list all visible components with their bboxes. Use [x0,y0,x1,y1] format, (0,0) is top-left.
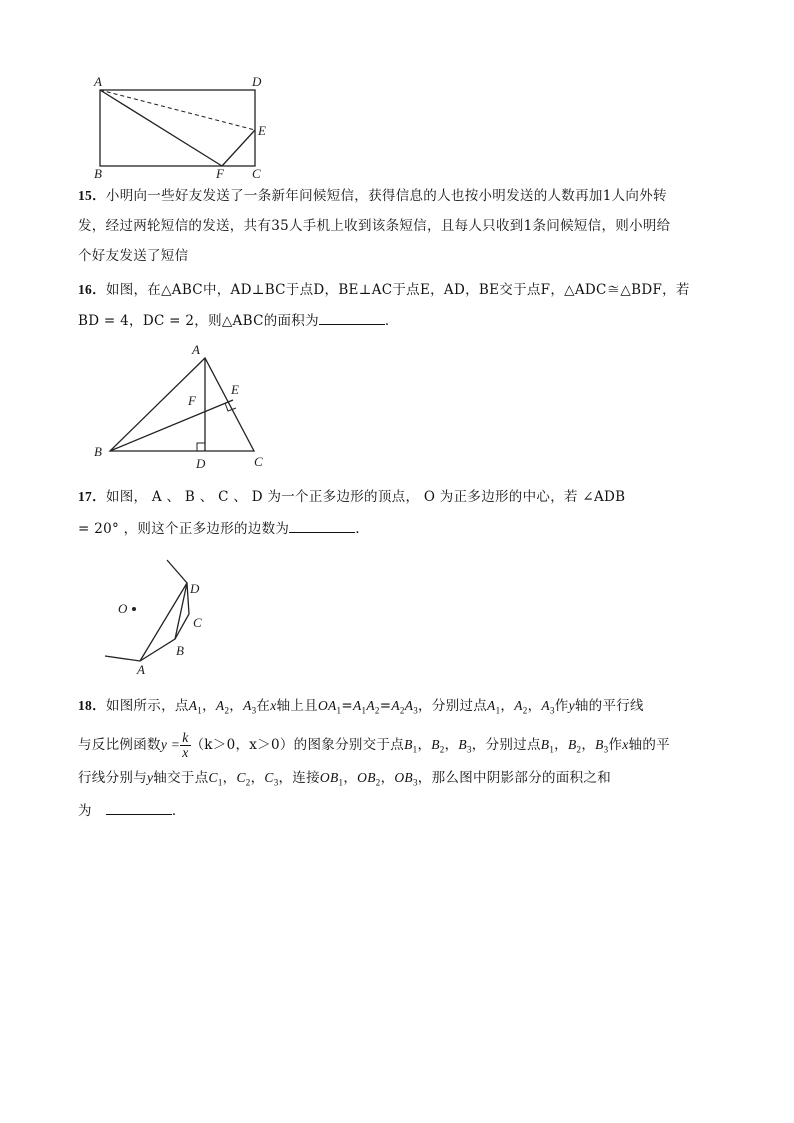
q18-point: C [264,770,274,785]
q18-seg: OA [317,698,337,713]
q18-point: A [487,698,496,713]
q18-sub: 2 [374,705,380,716]
q18-sub: 3 [412,777,418,788]
segment-af [100,90,222,166]
rectangle-figure [90,72,275,182]
q18-point: B [458,737,467,752]
q18-point: C [236,770,246,785]
q18-sub: 1 [412,744,418,755]
label-c: C [193,615,202,630]
q18-point: B [595,737,604,752]
q18-text: ，连接 [278,770,320,786]
q18-text: 在 [256,698,271,714]
label-e: E [231,382,239,397]
q18-point: A [541,698,550,713]
q18-point: B [404,737,413,752]
q18-eq: = [379,698,392,714]
label-e: E [258,123,266,138]
q18-sub: 3 [413,705,419,716]
q18-text: 行线分别与 [78,770,147,786]
q16-text-1: 如图，在△ABC中，AD⊥BC于点D，BE⊥AC于点E，AD，BE交于点F，△ADC≅△BDF，若 [105,282,690,298]
dashed-segment-ae [100,90,255,130]
segment-fe [222,130,255,166]
q18-sub: 3 [603,744,609,755]
q18-text: 轴交于点 [153,770,209,786]
q18-sub: 3 [251,705,257,716]
q18-sep: ， [229,698,244,714]
q18-frac-den: x [182,745,189,760]
q18-point: A [188,698,198,713]
q18-sub: 1 [338,777,344,788]
q18-eq: = [341,698,353,714]
q16-answer-blank[interactable] [319,310,385,325]
q18-sub: 2 [245,777,251,788]
q18-line-2 [78,730,728,765]
right-angle-mark-d [197,443,205,451]
q18-sep: ， [444,737,459,753]
q18-text: 轴的平 [628,737,670,753]
q18-cond: （k＞0，x＞0）的图象分别交于点 [190,737,405,753]
q18-func: y = [160,737,181,752]
q18-sub: 2 [375,777,381,788]
q18-answer-blank[interactable] [106,800,172,815]
q18-sep: ， [527,698,542,714]
label-b: B [94,444,102,459]
label-o: O [118,601,128,616]
q18-sub: 1 [495,705,501,716]
label-f: F [188,393,196,408]
q18-seg: OB [357,770,376,785]
q18-text: 轴的平行线 [574,698,644,714]
q18-point: A [215,698,225,713]
q18-sub: 2 [522,705,528,716]
q18-sep: ， [417,737,432,753]
q17-answer-blank[interactable] [289,518,355,533]
q18-text: 作 [608,737,623,753]
q18-frac-num: k [182,730,189,745]
q17-number: 17． [78,489,106,504]
q18-seg: OB [319,770,339,785]
q18-point: A [352,698,362,713]
altitude-be [110,400,233,451]
label-c: C [252,166,261,181]
q16-text-2: BD = 4，DC = 2，则△ABC的面积为 [78,313,319,329]
label-b: B [94,166,102,181]
diagonal-db [175,583,187,639]
q18-sub: 3 [466,744,472,755]
q16-line-2 [78,310,728,331]
q18-sep: ， [202,698,216,714]
q18-text-end: ． [171,803,186,819]
q18-point: A [404,698,414,713]
q18-sub: 1 [361,705,367,716]
triangle-abc [110,358,254,451]
q18-line-4 [78,800,728,821]
triangle-figure [88,338,278,473]
label-a: A [192,342,200,357]
label-c: C [254,454,263,469]
q18-point: A [514,698,523,713]
q16-text-end: ． [384,313,399,329]
q18-sub: 2 [439,744,445,755]
q16-number: 16． [78,282,106,297]
q18-point: A [243,698,252,713]
q15-text-3: 个好友发送了短信 [78,248,189,264]
label-d: D [196,456,206,471]
q17-text-end: . [355,521,360,537]
q18-point: B [540,737,550,752]
q18-text: ，分别过点 [471,737,541,753]
polygon-figure [100,555,220,680]
label-a: A [137,662,145,677]
q18-sep: ， [222,770,237,786]
q18-text: 为 [78,803,92,819]
q18-point: A [366,698,375,713]
q15-line-1 [78,186,728,206]
q15-line-3 [78,246,728,266]
q18-sub: 3 [273,777,279,788]
q18-point: C [208,770,218,785]
q18-var: y [568,698,575,713]
q18-point: B [567,737,577,752]
q17-text-1: 如图， A 、 B 、 C 、 D 为一个正多边形的顶点， O 为正多边形的中心，若 ∠ADB [105,489,626,505]
q18-sub: 3 [549,705,555,716]
q18-text: 与反比例函数 [78,737,161,753]
q18-sep: ， [343,770,358,786]
label-f: F [216,166,224,181]
q18-sep: ， [250,770,265,786]
q18-text: 如图所示，点 [105,698,189,714]
label-a: A [94,74,102,89]
q18-sub: 1 [197,705,203,716]
label-d: D [190,581,200,596]
q18-text: 作 [554,698,569,714]
q18-sub: 2 [576,744,582,755]
q18-line-1 [78,696,728,721]
q18-text: ，那么图中阴影部分的面积之和 [417,770,611,786]
q18-sep: ， [380,770,395,786]
q18-var: x [622,737,629,752]
q18-text: 轴上且 [276,698,318,714]
q18-sub: 1 [336,705,342,716]
q18-fraction [180,731,190,760]
q18-seg: OB [394,770,413,785]
q15-text-2: 发，经过两轮短信的发送，共有35人手机上收到该条短信，且每人只收到1条问候短信，则小明给 [78,218,671,234]
q18-sub: 2 [399,705,405,716]
q18-sep: ， [554,737,568,753]
q17-line-1 [78,487,728,507]
label-b: B [176,643,184,658]
q15-line-2 [78,216,728,236]
q18-point: A [391,698,400,713]
q17-text-2: = 20° ，则这个正多边形的边数为 [78,521,290,537]
q18-sep: ， [581,737,596,753]
q18-line-3 [78,768,728,793]
q18-sep: ， [500,698,515,714]
q17-line-2 [78,518,728,539]
center-point-o [132,607,136,611]
q18-var: y [147,770,154,785]
q18-sub: 1 [549,744,555,755]
q18-sub: 1 [217,777,223,788]
q18-point: B [431,737,440,752]
q18-text: ，分别过点 [418,698,488,714]
q18-sub: 2 [224,705,230,716]
q15-number: 15． [78,188,106,203]
q18-var: x [270,698,277,713]
q16-line-1 [78,280,728,300]
label-d: D [252,74,262,89]
q15-text-1: 小明向一些好友发送了一条新年问候短信，获得信息的人也按小明发送的人数再加1人向外转 [105,188,667,204]
q18-number: 18． [78,698,106,713]
